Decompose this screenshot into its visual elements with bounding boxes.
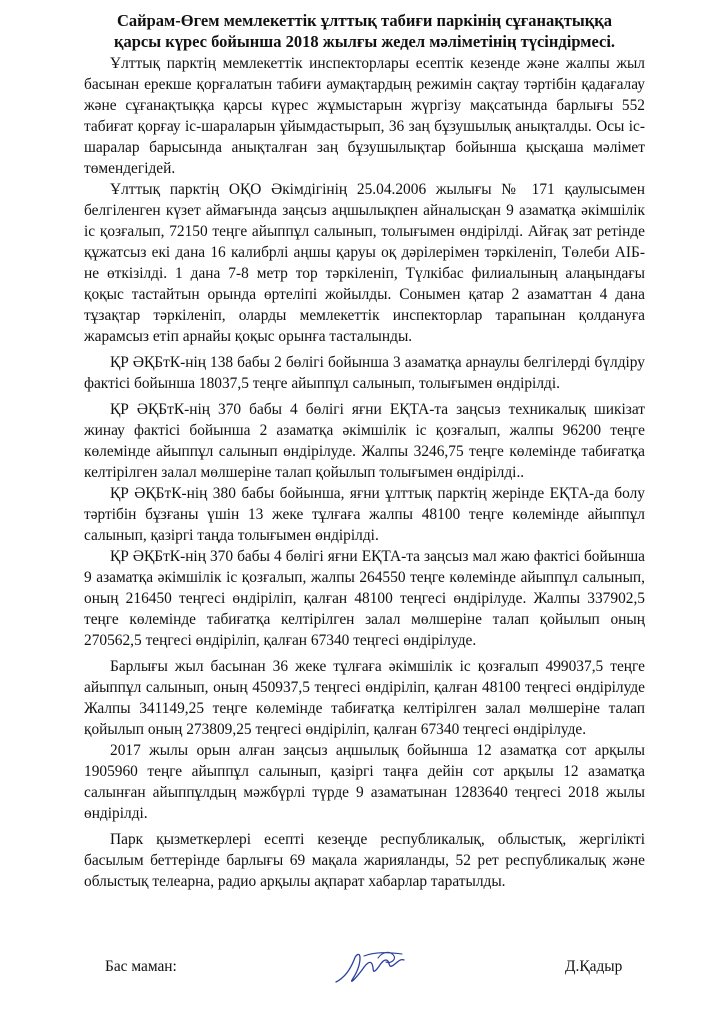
document-title: [84, 10, 645, 52]
paragraph-4: ҚР ӘҚБтК-нің 370 бабы 4 бөлігі яғни ЕҚТА-та заңсыз техникалық шикізат жинау фактісі бойынша 2 азаматқа әкімшілік іс қозғалып, жалпы 96200 теңге көлемінде айыппұл салынып өндірілуде. Жалпы 3246,75 теңге көлемінде табиғатқа келтірілген залал мөлшеріне талап қойылып толығымен өндірілді..: [84, 401, 645, 481]
paragraph-1: Ұлттық парктің мемлекеттік инспекторлары есептік кезенде және жалпы жыл басынан ерекше қорғалатын табиғи аумақтардың режимін сақтау тәртібін қадағалау және сұғанақтыққа қарсы күрес жұмыстарын жүргізу мақсатында барлығы 552 табиғат қорғау іс-шараларын ұйымдастырып, 36 заң бұзушылық анықталды. Осы іс-шаралар барысында анықталған заң бұзушылықтар бойынша қысқаша мәлімет төмендегідей.: [84, 55, 645, 177]
paragraph-7: Барлығы жыл басынан 36 жеке тұлғаға әкімшілік іс қозғалып 499037,5 теңге айыппұл салынып, оның 450937,5 теңгесі өндіріліп, қалған 48100 теңгесі өндірілуде Жалпы 341149,25 теңге көлемінде табиғатқа келтірілген залал мөлшеріне талап қойылып оның 273809,25 теңгесі өндіріліп, қалған 67340 теңгесі өндірілуде.: [84, 658, 645, 738]
title-line-2: қарсы күрес бойынша 2018 жылғы жедел мәліметінің түсіндірмесі.: [113, 32, 616, 51]
signature-block: [0, 948, 701, 992]
paragraph-9: Парк қызметкерлері есепті кезеңде республикалық, облыстық, жергілікті басылым беттерінде барлығы 69 мақала жарияланды, 52 рет республикалық және облыстық телеарна, радио арқылы ақпарат хабарлар таратылды.: [84, 831, 645, 890]
title-line-1: Сайрам-Өгем мемлекеттік ұлттық табиғи паркінің сұғанақтыққа: [116, 11, 613, 30]
paragraph-3: ҚР ӘҚБтК-нің 138 бабы 2 бөлігі бойынша 3 азаматқа арнаулы белгілерді бүлдіру фактісі бойынша 18037,5 теңге айыппұл салынып, толығымен өндірілді.: [84, 354, 645, 392]
handwritten-signature: [330, 948, 410, 988]
paragraph-5: ҚР ӘҚБтК-нің 380 бабы бойынша, яғни ұлттық парктің жерінде ЕҚТА-да болу тәртібін бұзғаны үшін 13 жеке тұлғаға жалпы 48100 теңге көлемінде айыппұл салынып, қазіргі таңда толығымен өндірілді.: [84, 485, 645, 544]
paragraph-2: Ұлттық парктің ОҚО Әкімдігінің 25.04.2006 жылығы № 171 қаулысымен белгіленген күзет аймағында заңсыз аңшылықпен айналысқан 9 азаматқа әкімшілік іс қозғалып, 72150 теңге айыппұл салынып, толығымен өндірілді. Айғақ зат ретінде құжатсыз екі дана 16 калибрлі аңшы қаруы оқ дәрілерімен тәркіленіп, Төлеби АІБ-не өткізілді. 1 дана 7-8 метр тор тәркіленіп, Түлкібас филиалының алаңындағы қоқыс тастайтын орында өртеліпі жойылды. Сонымен қатар 2 азаматтан 4 дана тұзақтар тәркіленіп, оларды мемлекеттік инспекторлар тарапынан қолдануға жарамсыз етіп арнайы қоқыс орынға тасталынды.: [84, 181, 645, 345]
signatory-name: Д.Қадыр: [565, 958, 623, 975]
signature-label: Бас маман:: [105, 958, 177, 975]
paragraph-6: ҚР ӘҚБтК-нің 370 бабы 4 бөлігі яғни ЕҚТА-та заңсыз мал жаю фактісі бойынша 9 азаматқа әкімшілік іс қозғалып, жалпы 264550 теңге көлемінде айыппұл салынып, оның 216450 теңгесі өндіріліп, қалған 48100 теңгесі өндірілуде. Жалпы 337902,5 теңге көлемінде табиғатқа келтірілген залал мөлшеріне талап қойылып оның 270562,5 теңгесі өндіріліп, қалған 67340 теңгесі өндірілуде.: [84, 548, 645, 649]
paragraph-8: 2017 жылы орын алған заңсыз аңшылық бойынша 12 азаматқа сот арқылы 1905960 теңге айыппұл салынып, қазіргі таңға дейін сот арқылы 12 азаматқа салынған айыппұлдың мәжбүрлі түрде 9 азаматынан 1283640 теңгесі 2018 жылы өндірілді.: [84, 742, 645, 822]
